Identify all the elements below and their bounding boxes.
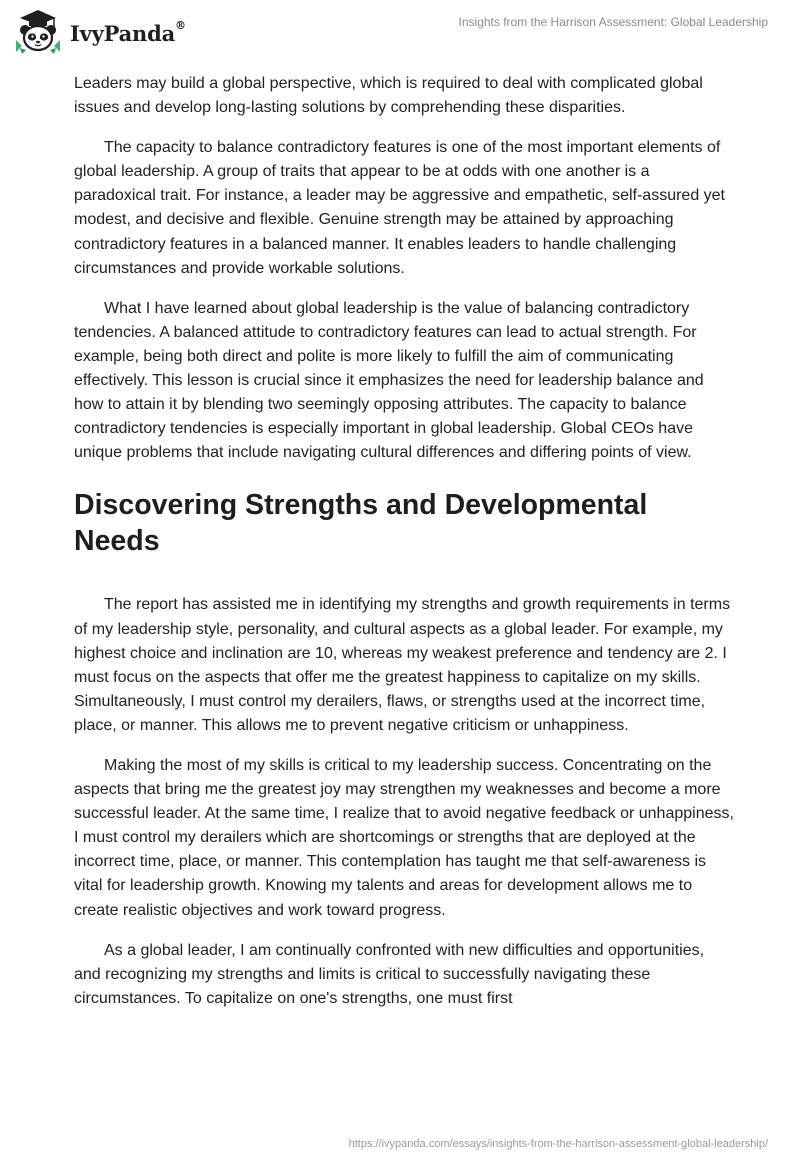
page-header bbox=[0, 0, 800, 60]
paragraph: As a global leader, I am continually confronted with new difficulties and opportunities, and recognizing my strengths and limits is critical to successfully navigating these circumstances. To capitalize on one's strengths, one must first bbox=[74, 941, 705, 1007]
ivypanda-logo[interactable] bbox=[12, 8, 186, 54]
paragraph: The report has assisted me in identifying my strengths and growth requirements in terms of my leadership style, personality, and cultural aspects as a global leader. For example, my highest choice and inclination are 10, whereas my weakest preference and tendency are 2. I must focus on the aspects that offer me the greatest happiness to capitalize on my skills. Simultaneously, I must control my derailers, flaws, or strengths used at the incorrect time, place, or manner. This allows me to prevent negative criticism or unhappiness. bbox=[74, 596, 731, 734]
paragraph: Making the most of my skills is critical to my leadership success. Concentrating on the aspects that bring me the greatest joy may strengthen my weaknesses and become a more successful leader. At the same time, I realize that to avoid negative feedback or unhappiness, I must control my derailers which are shortcomings or strengths that are deployed at the incorrect time, place, or manner. This contemplation has taught me that self-awareness is vital for leadership growth. Knowing my talents and areas for development allows me to create realistic objectives and work toward progress. bbox=[74, 756, 734, 919]
paragraph: What I have learned about global leadership is the value of balancing contradictory tendencies. A balanced attitude to contradictory features can lead to actual strength. For example, being both direct and polite is more likely to fulfill the aim of communicating effectively. This lesson is crucial since it emphasizes the need for leadership balance and how to attain it by blending two seemingly opposing attributes. The capacity to balance contradictory tendencies is especially important in global leadership. Global CEOs have unique problems that include navigating cultural differences and differing points of view. bbox=[74, 299, 704, 462]
essay-content bbox=[74, 72, 734, 1027]
paragraph: The capacity to balance contradictory features is one of the most important elements of global leadership. A group of traits that appear to be at odds with one another is a paradoxical trait. For instance, a leader may be aggressive and empathetic, self-assured yet modest, and decisive and flexible. Genuine strength may be attained by approaching contradictory features in a balanced manner. It enables leaders to handle challenging circumstances and provide workable solutions. bbox=[74, 139, 725, 277]
document-title: Insights from the Harrison Assessment: Global Leadership bbox=[458, 15, 768, 29]
panda-graduate-icon bbox=[12, 8, 64, 54]
section-heading: Discovering Strengths and Developmental Needs bbox=[74, 489, 648, 558]
paragraph: Leaders may build a global perspective, which is required to deal with complicated global issues and develop long-lasting solutions by comprehending these disparities. bbox=[74, 75, 703, 117]
source-url-link[interactable]: https://ivypanda.com/essays/insights-from-the-harrison-assessment-global-leadership/ bbox=[348, 1138, 768, 1150]
brand-name: IvyPanda® bbox=[70, 18, 186, 46]
